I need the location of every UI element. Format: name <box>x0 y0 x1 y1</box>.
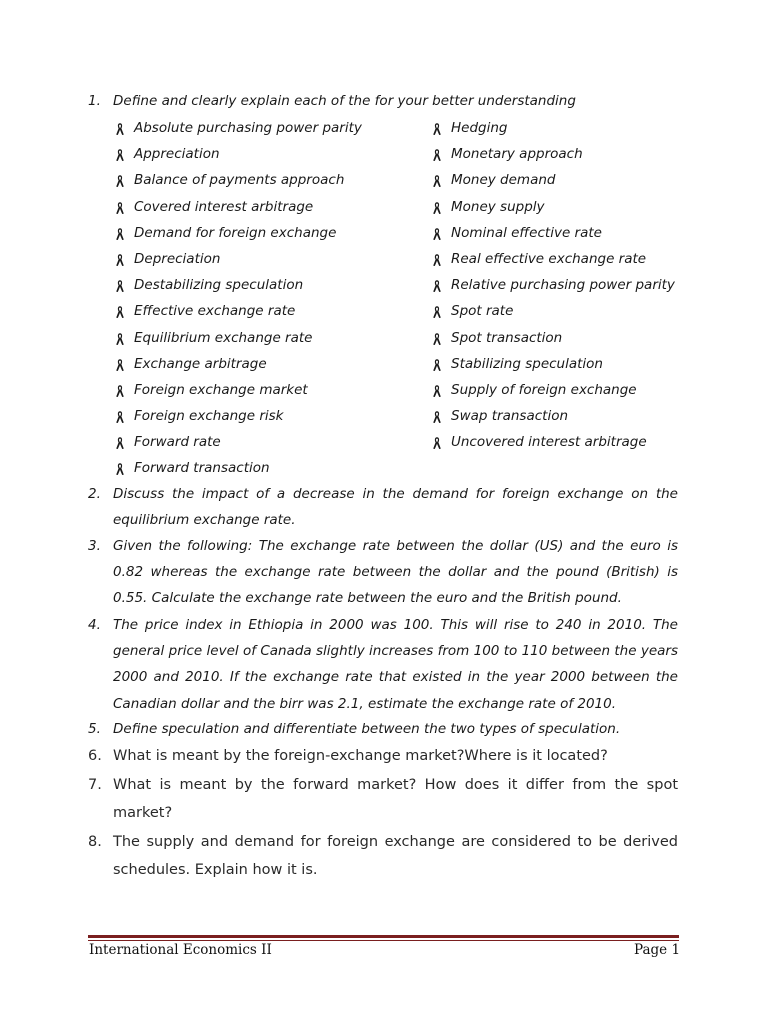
term-label: Depreciation <box>134 250 221 267</box>
question-1 <box>88 88 678 114</box>
ribbon-icon <box>431 305 443 319</box>
term-item <box>113 351 362 377</box>
question-text: What is meant by the foreign-exchange market?Where is it located? <box>113 748 608 764</box>
term-label: Appreciation <box>134 146 220 163</box>
term-item <box>113 115 362 141</box>
ribbon-icon <box>431 227 443 241</box>
term-label: Covered interest arbitrage <box>134 198 314 215</box>
footer-rule-thin <box>88 940 679 941</box>
term-label: Forward rate <box>134 434 221 451</box>
term-label: Relative purchasing power parity <box>451 277 675 294</box>
question-number: 8. <box>88 834 102 850</box>
question-4 <box>88 612 678 717</box>
question-3 <box>88 533 678 612</box>
ribbon-icon <box>114 227 126 241</box>
term-item <box>113 429 362 455</box>
term-item <box>113 220 362 246</box>
term-label: Foreign exchange risk <box>134 408 284 425</box>
term-label: Equilibrium exchange rate <box>134 329 313 346</box>
question-number: 5. <box>88 721 101 737</box>
question-text: The supply and demand for foreign exchange are considered to be derived schedules. Explain how it is. <box>113 834 678 878</box>
question-number: 7. <box>88 777 102 793</box>
term-item <box>430 246 675 272</box>
term-item <box>113 403 362 429</box>
ribbon-icon <box>431 332 443 346</box>
term-label: Balance of payments approach <box>134 172 345 189</box>
terms-left-column <box>113 115 362 482</box>
term-label: Nominal effective rate <box>451 224 602 241</box>
question-number: 1. <box>88 93 101 109</box>
ribbon-icon <box>431 358 443 372</box>
ribbon-icon <box>114 122 126 136</box>
ribbon-icon <box>114 436 126 450</box>
term-label: Money supply <box>451 198 545 215</box>
term-label: Absolute purchasing power parity <box>134 120 362 136</box>
term-item <box>113 194 362 220</box>
ribbon-icon <box>114 253 126 267</box>
question-text: Define and clearly explain each of the for your better understanding <box>113 93 576 109</box>
question-text: Define speculation and differentiate between the two types of speculation. <box>113 721 621 737</box>
ribbon-icon <box>431 279 443 293</box>
term-label: Effective exchange rate <box>134 303 296 320</box>
term-item <box>113 272 362 298</box>
ribbon-icon <box>114 305 126 319</box>
ribbon-icon <box>431 174 443 188</box>
ribbon-icon <box>431 410 443 424</box>
question-7 <box>88 771 678 827</box>
term-item <box>113 167 362 193</box>
term-label: Spot rate <box>451 303 514 320</box>
ribbon-icon <box>431 384 443 398</box>
ribbon-icon <box>114 462 126 476</box>
question-number: 3. <box>88 538 101 554</box>
ribbon-icon <box>114 358 126 372</box>
ribbon-icon <box>114 174 126 188</box>
ribbon-icon <box>114 332 126 346</box>
term-item <box>113 455 362 481</box>
question-number: 4. <box>88 617 101 633</box>
term-item <box>430 194 675 220</box>
footer-course-title: International Economics II <box>89 942 272 958</box>
question-6 <box>88 742 678 770</box>
term-label: Demand for foreign exchange <box>134 224 337 241</box>
term-item <box>430 325 675 351</box>
term-item <box>113 325 362 351</box>
term-label: Swap transaction <box>451 408 569 425</box>
footer-rule-thick <box>88 935 679 938</box>
terms-right-column <box>430 115 675 455</box>
term-label: Supply of foreign exchange <box>451 381 637 398</box>
term-item <box>430 377 675 403</box>
question-8 <box>88 828 678 884</box>
term-label: Money demand <box>451 172 556 189</box>
term-label: Uncovered interest arbitrage <box>451 434 647 451</box>
ribbon-icon <box>114 201 126 215</box>
term-item <box>113 377 362 403</box>
ribbon-icon <box>431 436 443 450</box>
term-item <box>430 141 675 167</box>
footer-page-number: Page 1 <box>634 942 681 958</box>
term-item <box>430 167 675 193</box>
ribbon-icon <box>431 253 443 267</box>
ribbon-icon <box>431 148 443 162</box>
question-number: 6. <box>88 748 102 764</box>
term-label: Hedging <box>451 120 508 136</box>
question-5 <box>88 716 678 742</box>
term-item <box>430 115 675 141</box>
ribbon-icon <box>114 148 126 162</box>
ribbon-icon <box>431 201 443 215</box>
term-label: Forward transaction <box>134 460 270 477</box>
term-item <box>430 351 675 377</box>
term-item <box>113 246 362 272</box>
term-item <box>430 429 675 455</box>
term-label: Exchange arbitrage <box>134 355 267 372</box>
term-item <box>113 141 362 167</box>
ribbon-icon <box>114 279 126 293</box>
term-label: Stabilizing speculation <box>451 355 603 372</box>
term-item <box>430 220 675 246</box>
term-label: Foreign exchange market <box>134 381 308 398</box>
term-item <box>430 298 675 324</box>
question-text: Given the following: The exchange rate between the dollar (US) and the euro is 0.82 whereas the exchange rate between the dollar and the pound (British) is 0.55. Calculate the exchange rate between the euro and the British pound. <box>113 538 678 607</box>
ribbon-icon <box>114 410 126 424</box>
question-text: What is meant by the forward market? How does it differ from the spot market? <box>113 777 678 821</box>
question-number: 2. <box>88 486 101 502</box>
term-label: Monetary approach <box>451 146 583 163</box>
ribbon-icon <box>114 384 126 398</box>
question-text: The price index in Ethiopia in 2000 was 100. This will rise to 240 in 2010. The general price level of Canada slightly increases from 100 to 110 between the years 2000 and 2010. If the exchange rate that existed in the year 2000 between the Canadian dollar and the birr was 2.1, estimate the exchange rate of 2010. <box>113 617 678 712</box>
term-item <box>430 403 675 429</box>
question-text: Discuss the impact of a decrease in the demand for foreign exchange on the equilibrium exchange rate. <box>113 486 678 529</box>
term-item <box>430 272 675 298</box>
ribbon-icon <box>431 122 443 136</box>
term-label: Destabilizing speculation <box>134 277 304 294</box>
question-2 <box>88 481 678 533</box>
term-label: Real effective exchange rate <box>451 250 647 267</box>
term-label: Spot transaction <box>451 329 563 346</box>
term-item <box>113 298 362 324</box>
